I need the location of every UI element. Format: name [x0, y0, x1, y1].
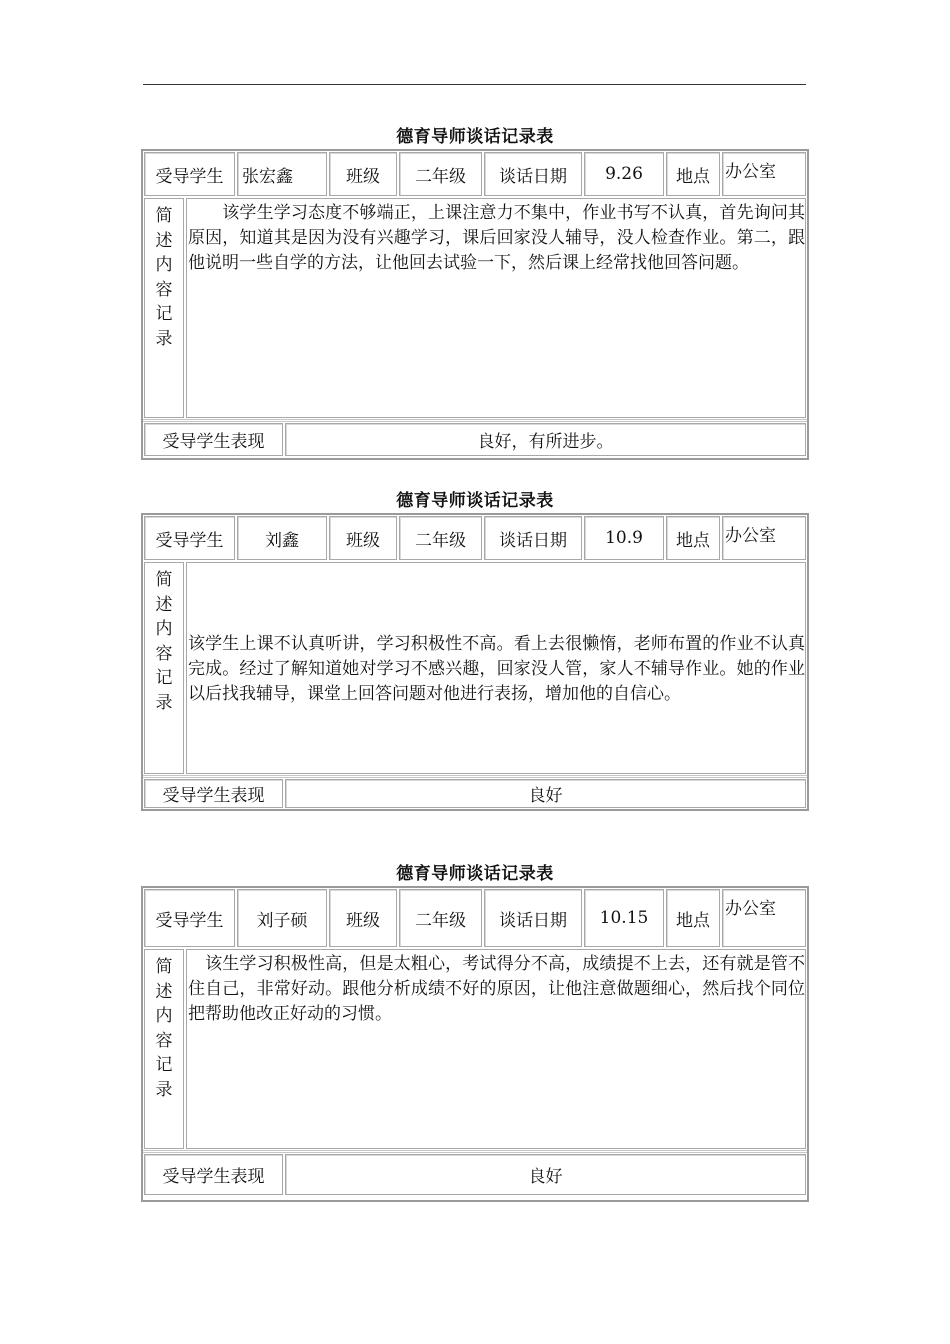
label-class: 班级: [329, 889, 397, 947]
place-value: 办公室: [722, 889, 806, 947]
date-value: 9.26: [584, 152, 664, 196]
label-student: 受导学生: [144, 889, 235, 947]
class-value: 二年级: [399, 152, 482, 196]
summary-text: 该学生学习态度不够端正，上课注意力不集中，作业书写不认真，首先询问其原因，知道其是因为没有兴趣学习，课后回家没人辅导，没人检查作业。第二，跟他说明一些自学的方法，让他回去试验一下，然后课上经常找他回答问题。: [186, 198, 806, 418]
record-table: [141, 886, 809, 1202]
header-rule: [143, 84, 806, 85]
date-value: 10.9: [584, 516, 664, 560]
label-student: 受导学生: [144, 516, 235, 560]
summary-label: 简 述 内 容 记 录: [144, 562, 184, 774]
record-1: [141, 125, 809, 460]
label-class: 班级: [329, 516, 397, 560]
class-value: 二年级: [399, 516, 482, 560]
label-place: 地点: [666, 152, 720, 196]
label-date: 谈话日期: [484, 152, 582, 196]
label-date: 谈话日期: [484, 889, 582, 947]
label-performance: 受导学生表现: [144, 779, 283, 808]
summary-label: 简 述 内 容 记 录: [144, 198, 184, 418]
class-value: 二年级: [399, 889, 482, 947]
student-name: 刘鑫: [237, 516, 327, 560]
place-value: 办公室: [722, 516, 806, 560]
student-name: 刘子硕: [237, 889, 327, 947]
performance-value: 良好: [285, 779, 806, 808]
summary-paragraph: 该学生上课不认真听讲，学习积极性不高。看上去很懒惰，老师布置的作业不认真完成。经过了解知道她对学习不感兴趣，回家没人管，家人不辅导作业。她的作业以后找我辅导，课堂上回答问题对他进行表扬，增加他的自信心。: [188, 633, 805, 704]
summary-text: 该生学习积极性高，但是太粗心，考试得分不高，成绩提不上去，还有就是管不住自己，非常好动。跟他分析成绩不好的原因，让他注意做题细心，然后找个同位把帮助他改正好动的习惯。: [186, 949, 806, 1149]
record-title: 德育导师谈话记录表: [396, 491, 554, 511]
label-date: 谈话日期: [484, 516, 582, 560]
place-value: 办公室: [722, 152, 806, 196]
performance-value: 良好，有所进步。: [285, 423, 806, 456]
record-3: [141, 862, 809, 1202]
label-place: 地点: [666, 889, 720, 947]
label-place: 地点: [666, 516, 720, 560]
record-title: 德育导师谈话记录表: [396, 127, 554, 147]
label-class: 班级: [329, 152, 397, 196]
performance-value: 良好: [285, 1154, 806, 1195]
record-table: [141, 149, 809, 460]
summary-label: 简 述 内 容 记 录: [144, 949, 184, 1149]
record-title: 德育导师谈话记录表: [396, 864, 554, 884]
label-student: 受导学生: [144, 152, 235, 196]
summary-text: [186, 562, 806, 774]
date-value: 10.15: [584, 889, 664, 947]
label-performance: 受导学生表现: [144, 1154, 283, 1195]
record-table: [141, 513, 809, 811]
label-performance: 受导学生表现: [144, 423, 283, 456]
student-name: 张宏鑫: [237, 152, 327, 196]
record-2: [141, 489, 809, 811]
